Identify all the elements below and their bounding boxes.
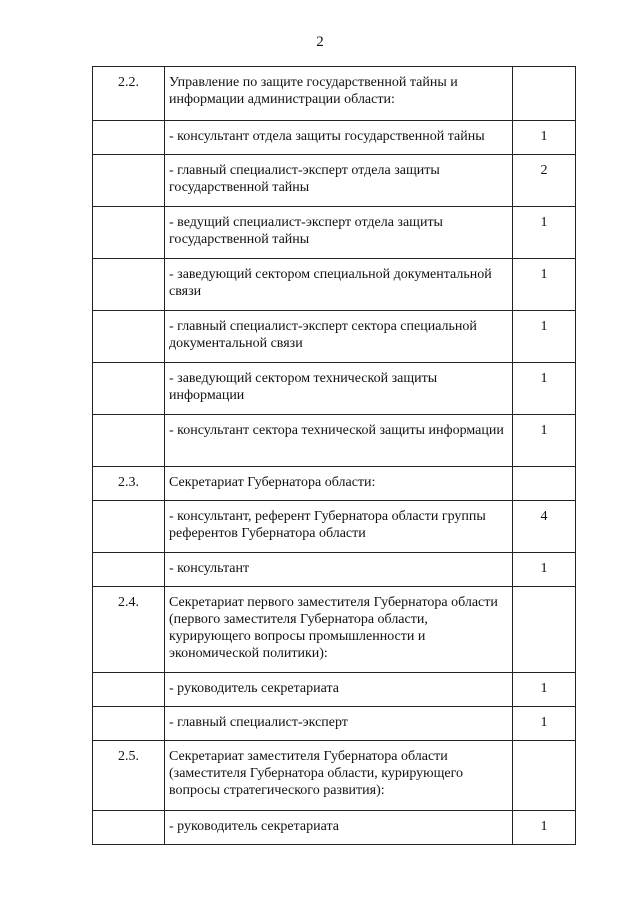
table-row [93,467,576,501]
count-cell: 1 [513,121,576,155]
section-number-cell: 2.5. [93,741,165,811]
position-cell: Секретариат заместителя Губернатора области (заместителя Губернатора области, курирующего вопросы стратегического развития): [165,741,513,811]
position-cell: Секретариат первого заместителя Губернатора области (первого заместителя Губернатора области, курирующего вопросы промышленности и экономической политики): [165,587,513,673]
table-row [93,363,576,415]
section-number-cell: 2.2. [93,67,165,121]
position-cell: - консультант, референт Губернатора области группы референтов Губернатора области [165,501,513,553]
position-cell: - консультант сектора технической защиты информации [165,415,513,467]
count-cell: 1 [513,363,576,415]
position-cell: - консультант отдела защиты государственной тайны [165,121,513,155]
count-cell: 1 [513,673,576,707]
count-cell: 1 [513,207,576,259]
count-cell [513,587,576,673]
section-number-cell: 2.4. [93,587,165,673]
count-cell: 1 [513,259,576,311]
position-cell: Секретариат Губернатора области: [165,467,513,501]
staffing-table [92,66,576,845]
table-row [93,415,576,467]
count-cell [513,467,576,501]
position-cell: - руководитель секретариата [165,673,513,707]
position-cell: - главный специалист-эксперт отдела защиты государственной тайны [165,155,513,207]
table-row [93,207,576,259]
section-number-cell: 2.3. [93,467,165,501]
section-number-cell [93,673,165,707]
section-number-cell [93,155,165,207]
position-cell: - руководитель секретариата [165,811,513,845]
position-cell: - главный специалист-эксперт [165,707,513,741]
count-cell: 1 [513,311,576,363]
section-number-cell [93,811,165,845]
section-number-cell [93,259,165,311]
table-row [93,741,576,811]
count-cell [513,67,576,121]
section-number-cell [93,363,165,415]
table-row [93,553,576,587]
section-number-cell [93,553,165,587]
table-row [93,259,576,311]
table-row [93,311,576,363]
count-cell: 4 [513,501,576,553]
position-cell: - заведующий сектором технической защиты информации [165,363,513,415]
section-number-cell [93,207,165,259]
position-cell: - консультант [165,553,513,587]
table-row [93,67,576,121]
table-row [93,587,576,673]
position-cell: Управление по защите государственной тайны и информации администрации области: [165,67,513,121]
section-number-cell [93,415,165,467]
table-row [93,501,576,553]
position-cell: - главный специалист-эксперт сектора специальной документальной связи [165,311,513,363]
section-number-cell [93,707,165,741]
count-cell: 1 [513,707,576,741]
position-cell: - ведущий специалист-эксперт отдела защиты государственной тайны [165,207,513,259]
count-cell [513,741,576,811]
section-number-cell [93,121,165,155]
table-row [93,811,576,845]
page-number: 2 [316,34,324,50]
table-row [93,707,576,741]
count-cell: 1 [513,553,576,587]
position-cell: - заведующий сектором специальной документальной связи [165,259,513,311]
count-cell: 2 [513,155,576,207]
section-number-cell [93,501,165,553]
staffing-table-body [93,67,576,845]
count-cell: 1 [513,811,576,845]
table-row [93,121,576,155]
section-number-cell [93,311,165,363]
table-row [93,673,576,707]
table-row [93,155,576,207]
count-cell: 1 [513,415,576,467]
